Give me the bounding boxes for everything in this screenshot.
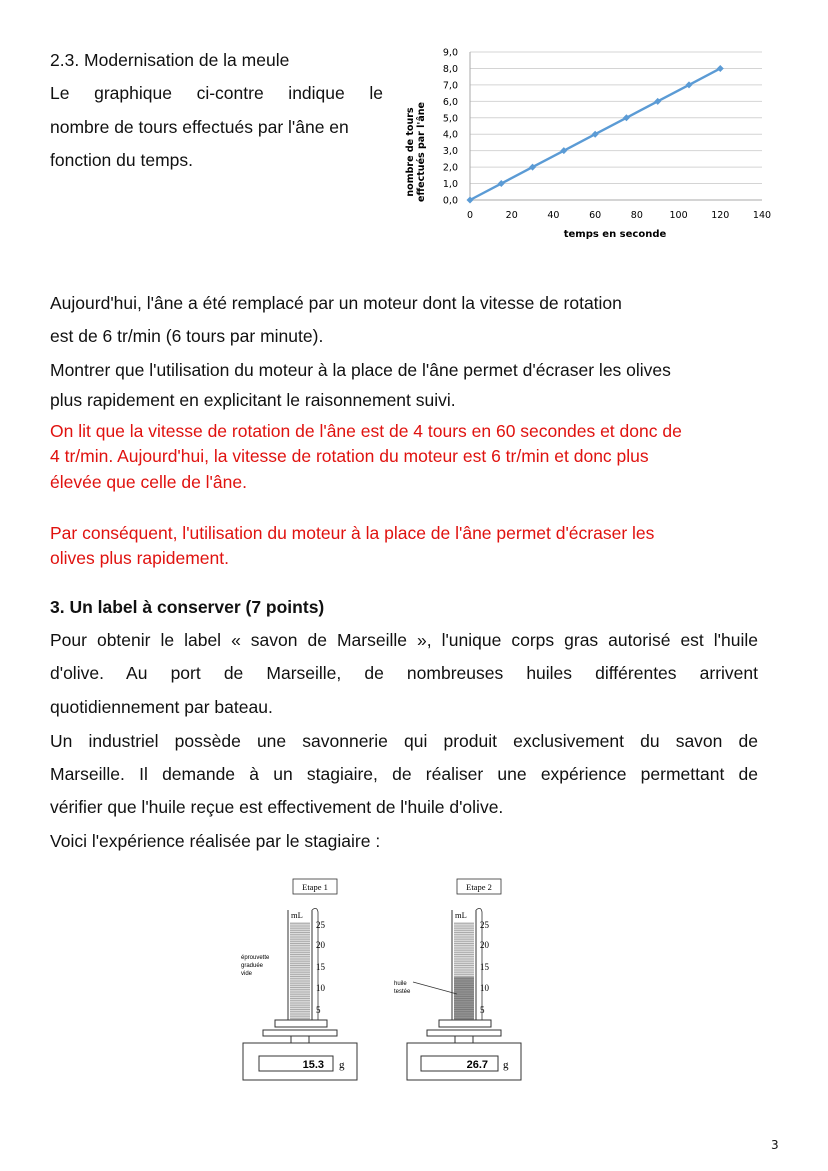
step1-label: Etape 1 bbox=[302, 882, 328, 892]
chart bbox=[395, 40, 815, 250]
step1-scale-5: 5 bbox=[316, 1005, 321, 1015]
step1-side-label-2: graduée bbox=[241, 963, 264, 969]
step1-unit: mL bbox=[291, 910, 303, 920]
chart-y-ticks bbox=[443, 48, 458, 207]
chart-x-tick-label: 80 bbox=[630, 210, 643, 221]
answer1-line-2: 4 tr/min. Aujourd'hui, la vitesse de rotation du moteur est 6 tr/min et donc plus bbox=[50, 446, 649, 466]
step1-cylinder bbox=[288, 908, 318, 1020]
answer2-line-1: Par conséquent, l'utilisation du moteur à la place de l'âne permet d'écraser les bbox=[50, 523, 655, 543]
chart-x-tick-label: 120 bbox=[711, 210, 730, 221]
p1-line-2: est de 6 tr/min (6 tours par minute). bbox=[50, 326, 324, 346]
p2-line-2: plus rapidement en explicitant le raisonnement suivi. bbox=[50, 390, 456, 410]
chart-y-tick-label: 6,0 bbox=[442, 96, 458, 108]
section3-line-2: d'olive. Au port de Marseille, de nombreuses huiles différentes arrivent bbox=[50, 663, 758, 683]
chart-x-ticks bbox=[467, 210, 771, 221]
section3-line-1: Pour obtenir le label « savon de Marseille », l'unique corps gras autorisé est l'huile bbox=[50, 630, 758, 650]
chart-y-tick-label: 9,0 bbox=[442, 47, 458, 59]
chart-y-axis-label-1: nombre de tours bbox=[405, 107, 416, 197]
chart-y-tick-label: 5,0 bbox=[442, 113, 458, 125]
chart-x-tick-label: 100 bbox=[669, 210, 688, 221]
experiment-figure bbox=[225, 870, 545, 1090]
section3-line-5: Marseille. Il demande à un stagiaire, de réaliser une expérience permettant de bbox=[50, 764, 758, 784]
p2-line-1: Montrer que l'utilisation du moteur à la place de l'âne permet d'écraser les olives bbox=[50, 360, 671, 380]
step1-mass-display: 15.3 bbox=[302, 1059, 324, 1071]
chart-y-axis-label-2: effectués par l'âne bbox=[416, 102, 427, 202]
step2-scale-25: 25 bbox=[480, 920, 489, 930]
step2-side-label-2: testée bbox=[394, 989, 411, 995]
section3-line-7: Voici l'expérience réalisée par le stagiaire : bbox=[50, 831, 381, 851]
step1-scale-10: 10 bbox=[316, 983, 325, 993]
chart-x-tick-label: 20 bbox=[505, 210, 518, 221]
step2-group bbox=[394, 879, 521, 1080]
chart-x-tick-label: 40 bbox=[547, 210, 560, 221]
p1-line-1: Aujourd'hui, l'âne a été remplacé par un moteur dont la vitesse de rotation bbox=[50, 293, 622, 313]
step2-pointer-line bbox=[413, 982, 457, 994]
answer1-line-3: élevée que celle de l'âne. bbox=[50, 472, 247, 492]
chart-x-axis-label: temps en seconde bbox=[563, 229, 667, 240]
step2-scale-5: 5 bbox=[480, 1005, 485, 1015]
section-title: 2.3. Modernisation de la meule bbox=[50, 50, 290, 70]
chart-y-tick-label: 1,0 bbox=[442, 179, 458, 191]
chart-x-tick-label: 140 bbox=[752, 210, 772, 221]
section3-line-6: vérifier que l'huile reçue est effectivement de l'huile d'olive. bbox=[50, 797, 504, 817]
step2-side-label-1: huile bbox=[394, 981, 407, 987]
step1-scale-25: 25 bbox=[316, 920, 325, 930]
step1-side-label-1: éprouvette bbox=[241, 955, 270, 961]
page-number: 3 bbox=[771, 1138, 779, 1152]
step1-scale-20: 20 bbox=[316, 940, 325, 950]
step2-label: Etape 2 bbox=[466, 882, 492, 892]
chart-y-tick-label: 4,0 bbox=[442, 129, 458, 141]
step2-scale-15: 15 bbox=[480, 962, 489, 972]
step2-mass-unit: g bbox=[503, 1059, 509, 1071]
intro-line-2: nombre de tours effectués par l'âne en bbox=[50, 117, 349, 137]
step2-scale-20: 20 bbox=[480, 940, 489, 950]
step1-mass-unit: g bbox=[339, 1059, 345, 1071]
chart-x-tick-label: 0 bbox=[466, 210, 474, 221]
step2-cylinder bbox=[452, 908, 482, 1020]
chart-y-tick-label: 3,0 bbox=[442, 146, 458, 158]
chart-y-tick-label: 8,0 bbox=[442, 63, 458, 75]
section3-line-3: quotidiennement par bateau. bbox=[50, 697, 273, 717]
step1-scale-15: 15 bbox=[316, 962, 325, 972]
answer1-line-1: On lit que la vitesse de rotation de l'âne est de 4 tours en 60 secondes et donc de bbox=[50, 421, 682, 441]
step1-side-label-3: vide bbox=[241, 971, 253, 977]
step2-unit: mL bbox=[455, 910, 467, 920]
step1-group bbox=[241, 879, 357, 1080]
chart-y-tick-label: 0,0 bbox=[442, 195, 458, 207]
intro-line-3: fonction du temps. bbox=[50, 150, 193, 170]
answer2-line-2: olives plus rapidement. bbox=[50, 548, 229, 568]
section3-title: 3. Un label à conserver (7 points) bbox=[50, 597, 325, 617]
section3-line-4: Un industriel possède une savonnerie qui produit exclusivement du savon de bbox=[50, 731, 758, 751]
chart-y-tick-label: 7,0 bbox=[442, 80, 458, 92]
chart-x-tick-label: 60 bbox=[589, 210, 602, 221]
intro-line-1: Le graphique ci-contre indique le bbox=[50, 83, 383, 103]
step2-scale-10: 10 bbox=[480, 983, 489, 993]
chart-y-tick-label: 2,0 bbox=[442, 162, 458, 174]
step2-mass-display: 26.7 bbox=[466, 1059, 488, 1071]
